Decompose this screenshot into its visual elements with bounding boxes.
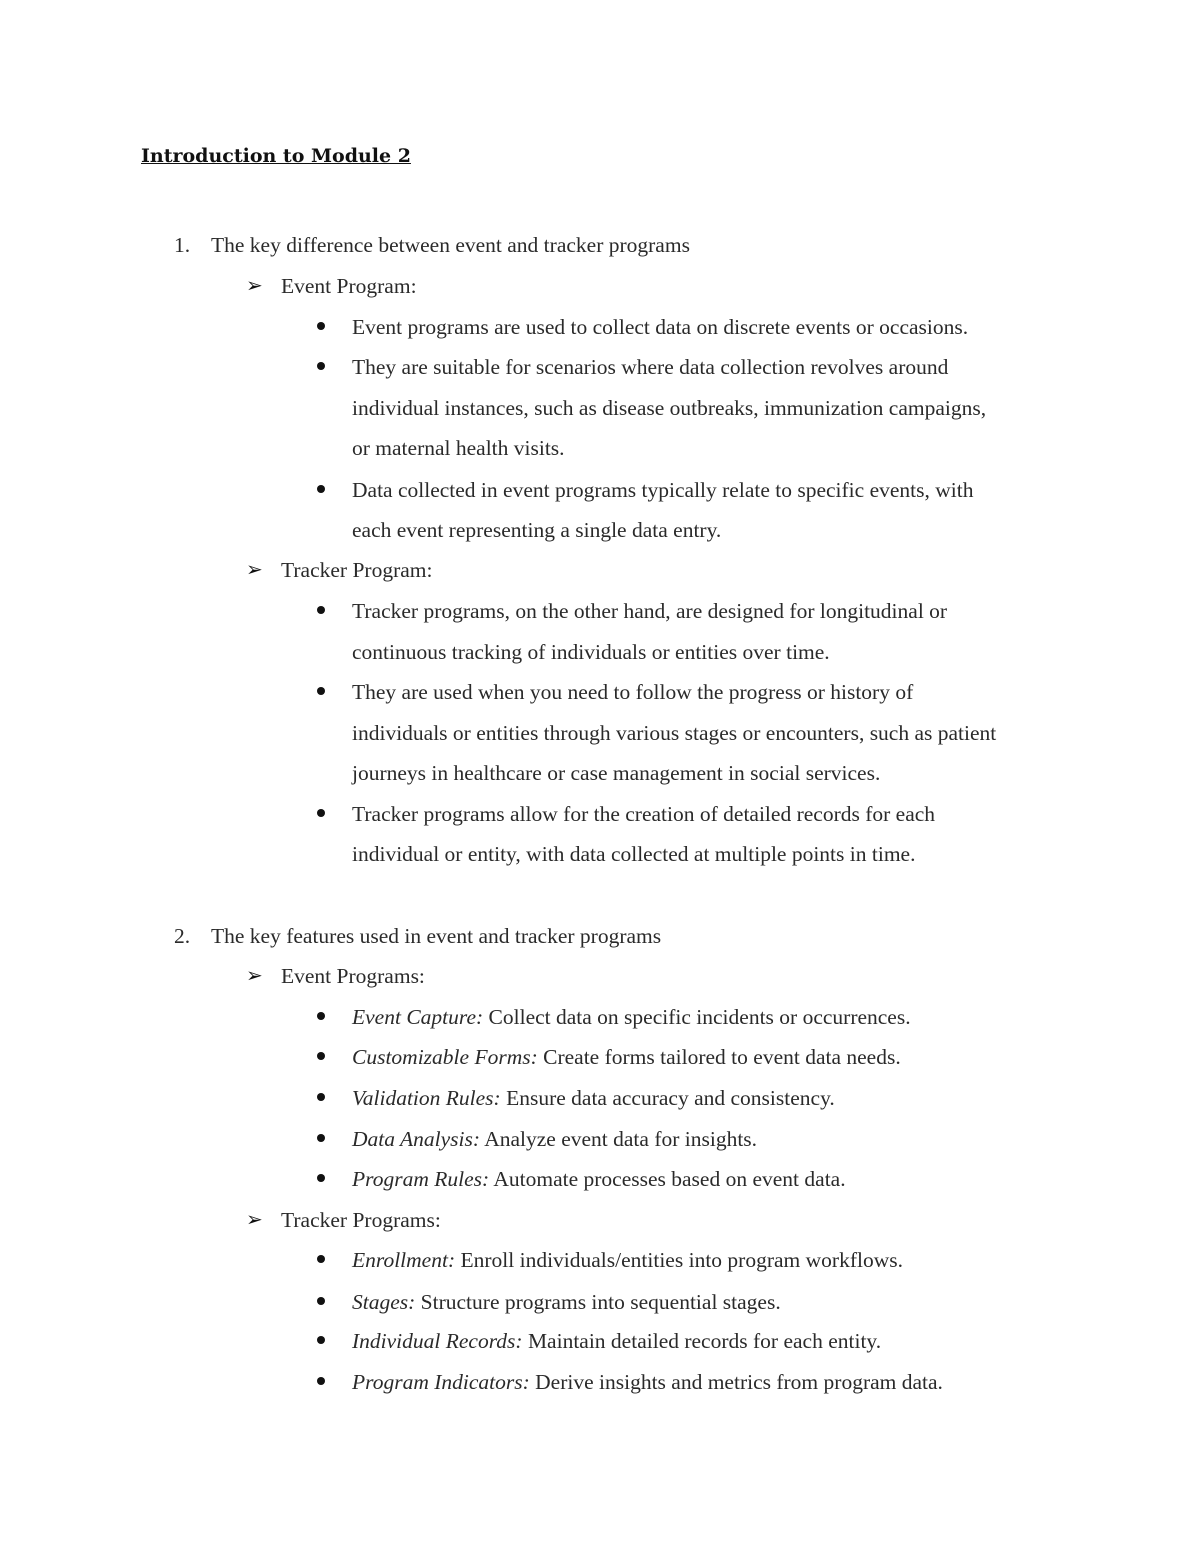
list-item-continuation: individual or entity, with data collected at multiple points in time. <box>352 842 916 866</box>
feature-item <box>352 1003 911 1031</box>
feature-description: Structure programs into sequential stages. <box>415 1290 781 1314</box>
list-item-continuation: continuous tracking of individuals or entities over time. <box>352 640 830 664</box>
list-item: Data collected in event programs typically relate to specific events, with <box>352 478 974 502</box>
feature-term: Data Analysis: <box>352 1127 481 1151</box>
bullet-icon <box>317 687 325 695</box>
group-label: Tracker Programs: <box>281 1208 441 1232</box>
feature-description: Automate processes based on event data. <box>489 1167 846 1191</box>
bullet-icon <box>317 1012 325 1020</box>
feature-description: Ensure data accuracy and consistency. <box>500 1086 835 1110</box>
arrow-bullet-icon: ➢ <box>246 965 263 987</box>
list-item: They are suitable for scenarios where data collection revolves around <box>352 355 949 379</box>
feature-description: Maintain detailed records for each entity. <box>522 1329 882 1353</box>
arrow-bullet-icon: ➢ <box>246 1209 263 1231</box>
document-title: Introduction to Module 2 <box>141 145 411 167</box>
feature-description: Create forms tailored to event data needs. <box>537 1045 901 1069</box>
list-item: Tracker programs, on the other hand, are designed for longitudinal or <box>352 599 948 623</box>
arrow-bullet-icon: ➢ <box>246 559 263 581</box>
section-heading: The key features used in event and tracker programs <box>211 924 662 948</box>
feature-item <box>352 1288 781 1316</box>
bullet-icon <box>317 1052 325 1060</box>
list-item-continuation: individuals or entities through various stages or encounters, such as patient <box>352 721 997 745</box>
section-number: 1. <box>174 233 191 257</box>
group-label: Tracker Program: <box>281 558 433 582</box>
feature-term: Program Rules: <box>352 1167 490 1191</box>
bullet-icon <box>317 1093 325 1101</box>
list-item-continuation: each event representing a single data entry. <box>352 518 722 542</box>
feature-item <box>352 1084 835 1112</box>
list-item-continuation: individual instances, such as disease outbreaks, immunization campaigns, <box>352 396 987 420</box>
feature-description: Collect data on specific incidents or occurrences. <box>483 1005 911 1029</box>
feature-term: Individual Records: <box>352 1329 523 1353</box>
feature-term: Enrollment: <box>352 1248 456 1272</box>
feature-item <box>352 1327 881 1355</box>
bullet-icon <box>317 809 325 817</box>
bullet-icon <box>317 322 325 330</box>
bullet-icon <box>317 1255 325 1263</box>
feature-term: Customizable Forms: <box>352 1045 538 1069</box>
feature-term: Event Capture: <box>352 1005 484 1029</box>
bullet-icon <box>317 1297 325 1305</box>
arrow-bullet-icon: ➢ <box>246 275 263 297</box>
feature-item <box>352 1246 903 1274</box>
section-number: 2. <box>174 924 191 948</box>
feature-item <box>352 1368 943 1396</box>
feature-description: Derive insights and metrics from program data. <box>529 1370 943 1394</box>
feature-item <box>352 1125 757 1153</box>
bullet-icon <box>317 1174 325 1182</box>
section-heading: The key difference between event and tracker programs <box>211 233 690 257</box>
feature-term: Validation Rules: <box>352 1086 501 1110</box>
feature-term: Stages: <box>352 1290 416 1314</box>
list-item: They are used when you need to follow the progress or history of <box>352 680 914 704</box>
feature-item <box>352 1043 901 1071</box>
bullet-icon <box>317 485 325 493</box>
group-label: Event Programs: <box>281 964 425 988</box>
bullet-icon <box>317 1134 325 1142</box>
feature-description: Analyze event data for insights. <box>480 1127 758 1151</box>
feature-item <box>352 1165 846 1193</box>
bullet-icon <box>317 1336 325 1344</box>
bullet-icon <box>317 1377 325 1385</box>
list-item: Tracker programs allow for the creation of detailed records for each <box>352 802 936 826</box>
list-item-continuation: journeys in healthcare or case management in social services. <box>352 761 881 785</box>
feature-description: Enroll individuals/entities into program workflows. <box>455 1248 903 1272</box>
bullet-icon <box>317 606 325 614</box>
group-label: Event Program: <box>281 274 417 298</box>
feature-term: Program Indicators: <box>352 1370 530 1394</box>
list-item-continuation: or maternal health visits. <box>352 436 565 460</box>
bullet-icon <box>317 362 325 370</box>
list-item: Event programs are used to collect data on discrete events or occasions. <box>352 315 969 339</box>
